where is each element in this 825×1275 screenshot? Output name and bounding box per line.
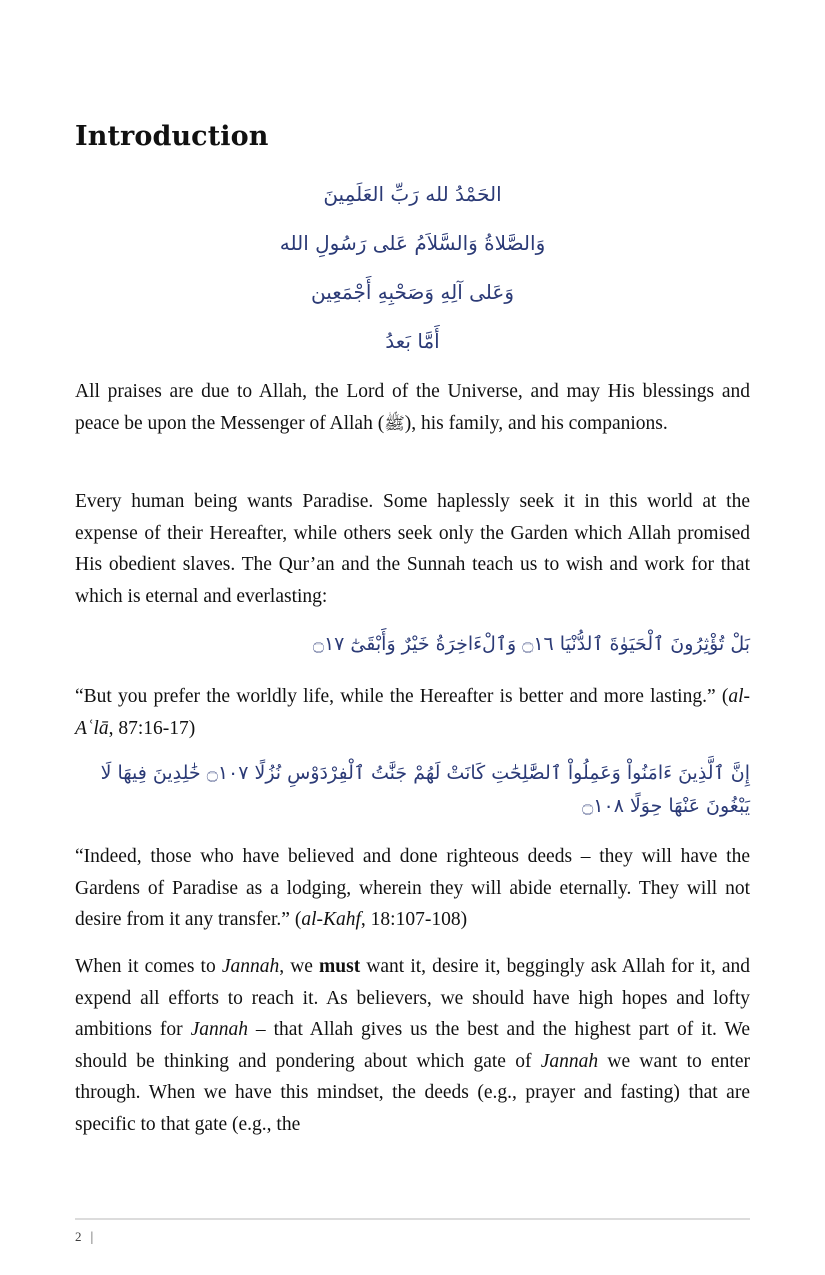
footer-divider [75,1218,750,1220]
translation-kahf [75,841,750,936]
surah-name-reference: al-Kahf [301,909,361,930]
page-footer [75,1218,750,1246]
jannah-text-segment-4: – that Allah gives us the best and the highest part of it. We should be thinking and pondering about which gate of [75,1019,750,1072]
paragraph-text [75,681,750,744]
arabic-verse-text: إِنَّ ٱلَّذِينَ ءَامَنُواْ وَعَمِلُواْ ٱلصَّٰلِحَٰتِ كَانَتْ لَهُمْ جَنَّٰتُ ٱلْفِرْدَوْسِ نُزُلًا ۝١٠٧ خَٰلِدِينَ فِيهَا لَا يَبْغُونَ عَنْهَا حِوَلًا ۝١٠٨ [100,762,750,817]
jannah-text-segment-1: When it comes to [75,956,222,977]
arabic-invocation-line-2: وَالصَّلاةُ وَالسَّلاَمُ عَلى رَسُولِ الله [279,231,546,255]
paragraph-jannah-ambition [75,951,750,1140]
verse-citation: , 18:107-108) [360,909,468,930]
arabic-invocation-line-1: الحَمْدُ لله رَبِّ العَلَمِينَ [323,182,502,206]
arabic-invocation-line-3: وَعَلى آلِهِ وَصَحْبِهِ أَجْمَعِين [310,280,515,304]
sallallahu-alayhi-wasallam-icon: ﷺ [384,413,405,434]
praise-text-part-1: All praises are due to Allah, the Lord of the Universe, and may His blessings and peace be upon the Messenger of Allah ( [75,381,750,434]
jannah-text-segment-5: we want to enter through. When we have this mindset, the deeds (e.g., prayer and fasting) that are specific to that gate (e.g., the [75,1050,750,1135]
verse-citation: , 87:16-17) [108,717,196,739]
page-title: Introduction [75,121,269,152]
translation-ala [75,681,750,744]
surah-name-reference: al-Aʿlā [75,686,750,739]
jannah-text-segment-2: , we [279,956,320,977]
paragraph-paradise-intro [75,486,750,612]
quran-verse-kahf [75,757,750,823]
jannah-italic-3: Jannah [540,1050,599,1072]
arabic-invocation-block [75,170,750,366]
praise-text-part-2: ), his family, and his companions. [404,412,668,434]
paragraph-text [75,951,750,1140]
arabic-invocation-line-4: أَمَّا بَعدُ [385,329,440,353]
jannah-text-segment-3: want it, desire it, beggingly ask Allah for it, and expend all efforts to reach it. As believers, we should have high hopes and lofty ambitions for [75,956,750,1040]
jannah-italic-1: Jannah [221,956,280,977]
translation-quote: “But you prefer the worldly life, while the Hereafter is better and more lasting.” ( [75,686,729,707]
emphasis-must: must [319,956,361,977]
jannah-italic-2: Jannah [190,1019,248,1040]
footer-content [75,1229,750,1246]
paragraph-text [75,841,750,936]
page-number: 2 [75,1229,82,1244]
quran-verse-ala [75,628,750,661]
paragraph-text [75,376,750,440]
paragraph-text: Every human being wants Paradise. Some haplessly seek it in this world at the expense of their Hereafter, while others seek only the Garden which Allah promised His obedient slaves. The Qur’an and the Sunnah teach us to wish and work for that which is eternal and everlasting: [75,491,750,607]
footer-separator-bar: | [90,1230,94,1245]
translation-quote: “Indeed, those who have believed and done righteous deeds – they will have the Gardens of Paradise as a lodging, wherein they will abide eternally. They will not desire from it any transfer.” ( [75,846,750,930]
paragraph-praise [75,376,750,440]
arabic-verse-text: بَلْ تُؤْثِرُونَ ٱلْحَيَوٰةَ ٱلدُّنْيَا ۝١٦ وَٱلْءَاخِرَةُ خَيْرٌ وَأَبْقَىٰٓ ۝١٧ [312,633,750,655]
